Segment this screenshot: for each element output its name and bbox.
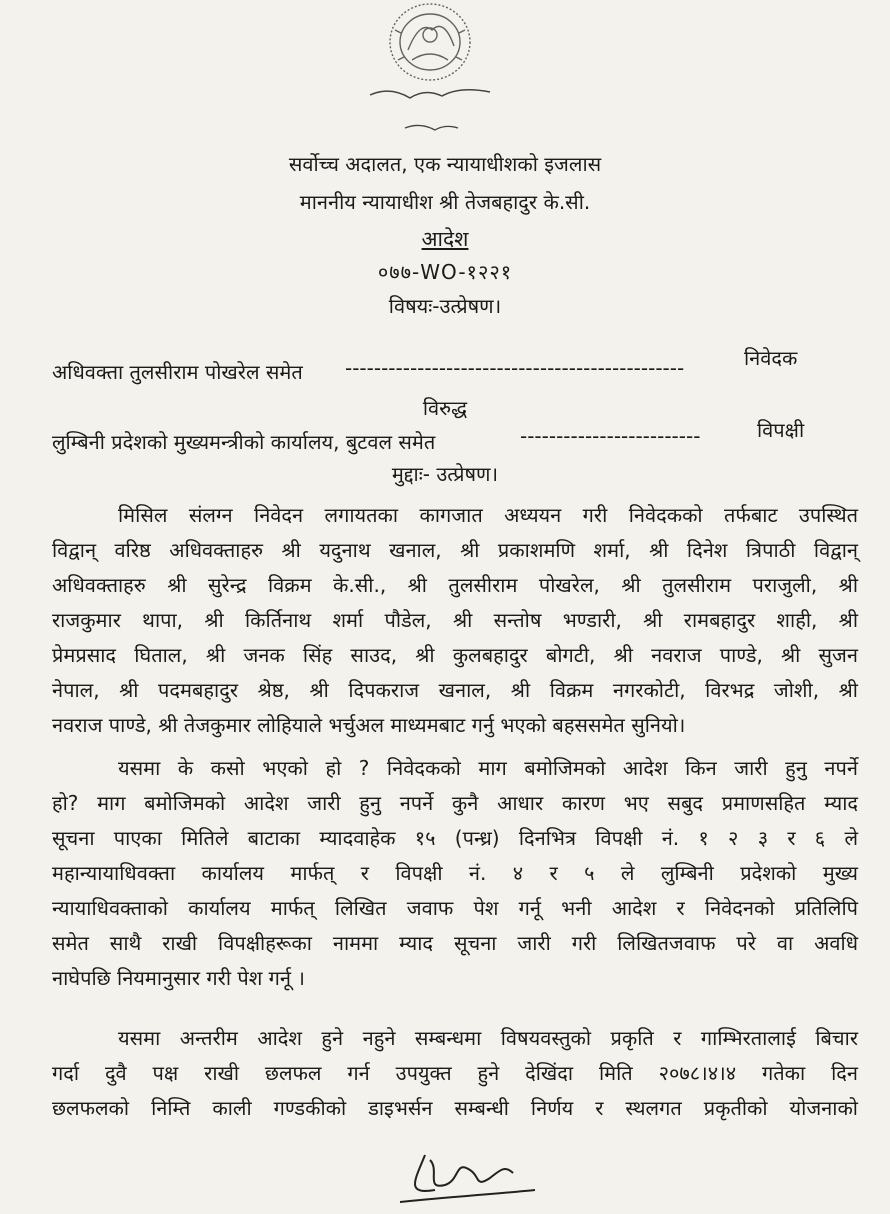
- order-title-text: आदेश: [421, 227, 469, 251]
- body-line: समेत साथै राखी विपक्षीहरूका नाममा म्याद सूचना जारी गरी लिखितजवाफ परे वा अवधि: [52, 931, 858, 955]
- court-seal: [350, 0, 510, 140]
- body-line: अधिवक्ताहरु श्री सुरेन्द्र विक्रम के.सी., श्री तुलसीराम पोखरेल, श्री तुलसीराम पराजुली, श्री: [52, 573, 858, 597]
- body-line: नाघेपछि नियमानुसार गरी पेश गर्नू ।: [52, 966, 305, 990]
- body-line: महान्यायाधिवक्ता कार्यालय मार्फत् र विपक्षी नं. ४ र ५ ले लुम्बिनी प्रदेशको मुख्य: [52, 861, 858, 885]
- body-line: सूचना पाएका मितिले बाटाका म्यादवाहेक १५ (पन्ध्र) दिनभित्र विपक्षी नं. १ २ ३ र ६ ले: [52, 826, 858, 850]
- respondent-role: विपक्षी: [757, 418, 805, 442]
- body-line: प्रेमप्रसाद घिताल, श्री जनक सिंह साउद, श्री कुलबहादुर बोगटी, श्री नवराज पाण्डे, श्री सुजन: [52, 643, 858, 667]
- body-line: नेपाल, श्री पदमबहादुर श्रेष्ठ, श्री दिपकराज खनाल, श्री विक्रम नगरकोटी, विरभद्र जोशी, श्री: [52, 678, 858, 702]
- signature-scribble: [395, 1140, 545, 1210]
- case-issue: मुद्दाः- उत्प्रेषण।: [391, 462, 499, 486]
- respondent-name: लुम्बिनी प्रदेशको मुख्यमन्त्रीको कार्यालय, बुटवल समेत: [52, 430, 436, 454]
- subject-line: विषयः-उत्प्रेषण।: [388, 294, 502, 318]
- order-title: [0, 225, 890, 253]
- case-number: ०७७-WO-१२२१: [377, 260, 513, 284]
- respondent-dashes: -------------------------: [520, 424, 701, 448]
- court-heading: सर्वोच्च अदालत, एक न्यायाधीशको इजलास: [288, 152, 602, 176]
- body-line: विद्वान् वरिष्ठ अधिवक्ताहरु श्री यदुनाथ खनाल, श्री प्रकाशमणि शर्मा, श्री दिनेश त्रिपाठी विद्वान्: [52, 538, 858, 562]
- body-line: यसमा के कसो भएको हो ? निवेदकको माग बमोजिमको आदेश किन जारी हुनु नपर्ने: [118, 756, 858, 780]
- body-line: नवराज पाण्डे, श्री तेजकुमार लोहियाले भर्चुअल माध्यमबाट गर्नु भएको बहससमेत सुनियो।: [52, 713, 686, 737]
- body-line: मिसिल संलग्न निवेदन लगायतका कागजात अध्ययन गरी निवेदकको तर्फबाट उपस्थित: [118, 503, 858, 527]
- body-line: यसमा अन्तरीम आदेश हुने नहुने सम्बन्धमा विषयवस्तुको प्रकृति र गाम्भिरतालाई बिचार: [118, 1026, 858, 1050]
- judge-name: माननीय न्यायाधीश श्री तेजबहादुर के.सी.: [299, 190, 591, 214]
- versus-label: विरुद्ध: [422, 396, 468, 420]
- petitioner-role: निवेदक: [744, 346, 798, 370]
- body-line: हो? माग बमोजिमको आदेश जारी हुनु नपर्ने कुनै आधार कारण भए सबुद प्रमाणसहित म्याद: [52, 791, 858, 815]
- body-line: गर्दा दुवै पक्ष राखी छलफल गर्न उपयुक्त हुने देखिंदा मिति २०७८।४।४ गतेका दिन: [52, 1061, 858, 1085]
- body-line: छलफलको निम्ति काली गण्डकीको डाइभर्सन सम्बन्धी निर्णय र स्थलगत प्रकृतीको योजनाको: [52, 1096, 858, 1120]
- court-seal-emblem: [350, 0, 510, 140]
- judge-signature: [395, 1140, 545, 1210]
- body-line: न्यायाधिवक्ताको कार्यालय मार्फत् लिखित जवाफ पेश गर्नू भनी आदेश र निवेदनको प्रतिलिपि: [52, 896, 858, 920]
- petitioner-dashes: -----------------------------------------------: [345, 356, 685, 380]
- petitioner-name: अधिवक्ता तुलसीराम पोखरेल समेत: [52, 360, 303, 384]
- body-line: राजकुमार थापा, श्री किर्तिनाथ शर्मा पौडेल, श्री सन्तोष भण्डारी, श्री रामबहादुर शाही, श्री: [52, 608, 858, 632]
